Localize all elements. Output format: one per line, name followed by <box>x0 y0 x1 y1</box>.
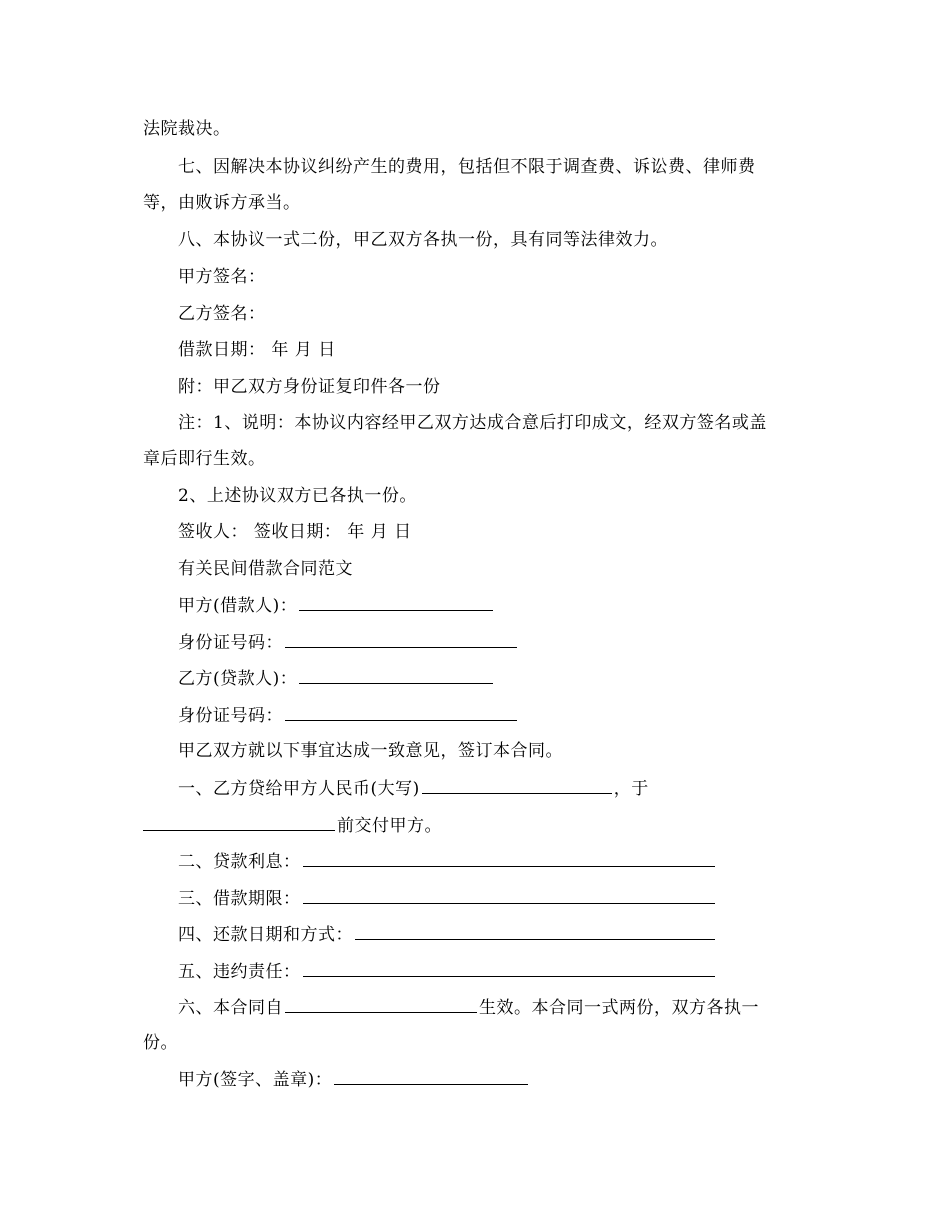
liability-blank[interactable] <box>303 960 715 977</box>
clause-2-row <box>178 850 717 873</box>
party-b-id-label: 身份证号码： <box>178 706 283 726</box>
note-2: 2、上述协议双方已各执一份。 <box>178 486 417 506</box>
clause-6-label: 六、本合同自 <box>178 998 283 1018</box>
loan-interest-label: 二、贷款利息： <box>178 852 301 872</box>
section-title: 有关民间借款合同范文 <box>178 559 353 579</box>
party-a-id-label: 身份证号码： <box>178 633 283 653</box>
paragraph-court-ruling: 法院裁决。 <box>143 119 231 139</box>
clause-1-suffix: ，于 <box>613 779 649 799</box>
loan-interest-blank[interactable] <box>303 850 715 867</box>
repayment-blank[interactable] <box>355 923 715 940</box>
party-a-borrower-row <box>178 594 495 617</box>
party-a-borrower-label: 甲方(借款人)： <box>178 596 298 616</box>
party-a-sign-row <box>178 1068 530 1091</box>
clause-6-line2: 份。 <box>143 1033 178 1053</box>
repayment-label: 四、还款日期和方式： <box>178 925 353 945</box>
note-1-line1: 注：1、说明：本协议内容经甲乙双方达成合意后打印成文，经双方签名或盖 <box>178 413 767 433</box>
clause-1-continued-row <box>143 814 442 837</box>
party-b-id-row <box>178 704 519 727</box>
liability-label: 五、违约责任： <box>178 962 301 982</box>
clause-6-row <box>178 996 759 1019</box>
clause-1-row <box>178 777 649 800</box>
receipt-line: 签收人： 签收日期： 年 月 日 <box>178 522 412 542</box>
agreement-statement: 甲乙双方就以下事宜达成一致意见，签订本合同。 <box>178 741 563 761</box>
loan-term-label: 三、借款期限： <box>178 889 301 909</box>
party-a-borrower-blank[interactable] <box>299 594 493 611</box>
party-a-id-blank[interactable] <box>285 631 517 648</box>
clause-3-row <box>178 887 717 910</box>
party-b-lender-blank[interactable] <box>299 667 493 684</box>
clause-1-continued-label: 前交付甲方。 <box>337 816 442 836</box>
delivery-date-blank[interactable] <box>143 814 335 831</box>
loan-term-blank[interactable] <box>303 887 715 904</box>
party-a-id-row <box>178 631 519 654</box>
clause-1-label: 一、乙方贷给甲方人民币(大写) <box>178 779 420 799</box>
party-b-signature-label: 乙方签名： <box>178 304 266 324</box>
party-b-id-blank[interactable] <box>285 704 517 721</box>
clause-6-suffix: 生效。本合同一式两份，双方各执一 <box>479 998 759 1018</box>
attachment-note: 附：甲乙双方身份证复印件各一份 <box>178 377 441 397</box>
paragraph-clause-8: 八、本协议一式二份，甲乙双方各执一份，具有同等法律效力。 <box>178 230 668 250</box>
effective-date-blank[interactable] <box>285 996 477 1013</box>
party-b-lender-label: 乙方(贷款人)： <box>178 669 298 689</box>
paragraph-clause-7-line2: 等，由败诉方承当。 <box>143 193 301 213</box>
paragraph-clause-7-line1: 七、因解决本协议纠纷产生的费用，包括但不限于调查费、诉讼费、律师费 <box>178 157 756 177</box>
party-a-sign-label: 甲方(签字、盖章)： <box>178 1070 333 1090</box>
party-a-signature-label: 甲方签名： <box>178 267 266 287</box>
loan-amount-blank[interactable] <box>422 777 612 794</box>
clause-4-row <box>178 923 717 946</box>
party-a-sign-blank[interactable] <box>334 1068 528 1085</box>
note-1-line2: 章后即行生效。 <box>143 449 266 469</box>
clause-5-row <box>178 960 717 983</box>
party-b-lender-row <box>178 667 495 690</box>
loan-date-label: 借款日期： 年 月 日 <box>178 340 336 360</box>
